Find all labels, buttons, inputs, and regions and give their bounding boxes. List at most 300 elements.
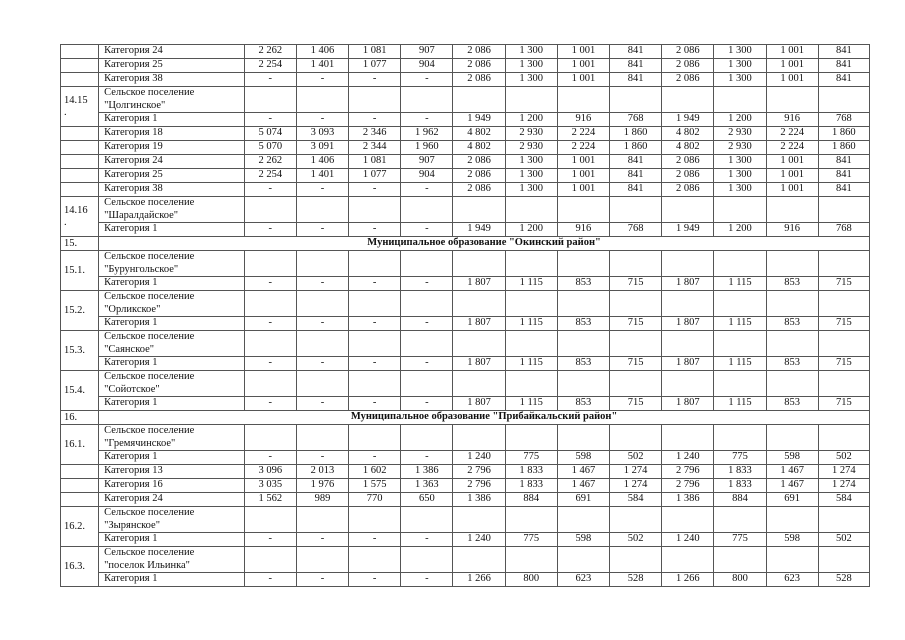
value-cell: - bbox=[244, 357, 296, 371]
empty-cell bbox=[818, 291, 869, 317]
value-cell: 1 807 bbox=[453, 397, 505, 411]
value-cell: 1 240 bbox=[453, 451, 505, 465]
settlement-name: Сельское поселение "Шаралдайское" bbox=[99, 197, 245, 223]
settlement-header-row bbox=[61, 507, 870, 533]
empty-cell bbox=[505, 547, 557, 573]
empty-cell bbox=[714, 197, 766, 223]
category-label: Категория 1 bbox=[99, 223, 245, 237]
category-row bbox=[61, 59, 870, 73]
value-cell: 841 bbox=[609, 183, 661, 197]
value-cell: 2 086 bbox=[453, 73, 505, 87]
empty-cell bbox=[453, 251, 505, 277]
category-label: Категория 16 bbox=[99, 479, 245, 493]
value-cell: 1 001 bbox=[766, 73, 818, 87]
empty-cell bbox=[453, 331, 505, 357]
value-cell: 623 bbox=[557, 573, 609, 587]
value-cell: 768 bbox=[609, 223, 661, 237]
empty-cell bbox=[296, 547, 348, 573]
empty-cell bbox=[609, 425, 661, 451]
row-number bbox=[61, 169, 99, 183]
value-cell: 853 bbox=[557, 317, 609, 331]
empty-cell bbox=[401, 291, 453, 317]
value-cell: - bbox=[401, 533, 453, 547]
value-cell: 907 bbox=[401, 155, 453, 169]
value-cell: - bbox=[401, 183, 453, 197]
value-cell: 1 115 bbox=[505, 277, 557, 291]
empty-cell bbox=[714, 251, 766, 277]
value-cell: 1 001 bbox=[766, 59, 818, 73]
value-cell: 1 807 bbox=[453, 277, 505, 291]
value-cell: - bbox=[296, 397, 348, 411]
value-cell: 1 860 bbox=[609, 141, 661, 155]
value-cell: 1 807 bbox=[662, 397, 714, 411]
empty-cell bbox=[296, 251, 348, 277]
section-number: 16. bbox=[61, 411, 99, 425]
value-cell: 2 086 bbox=[662, 169, 714, 183]
empty-cell bbox=[244, 425, 296, 451]
value-cell: 2 224 bbox=[766, 141, 818, 155]
empty-cell bbox=[244, 371, 296, 397]
value-cell: 715 bbox=[818, 317, 869, 331]
value-cell: 623 bbox=[766, 573, 818, 587]
value-cell: 841 bbox=[818, 183, 869, 197]
empty-cell bbox=[818, 547, 869, 573]
value-cell: - bbox=[401, 113, 453, 127]
value-cell: 904 bbox=[401, 169, 453, 183]
value-cell: 2 086 bbox=[662, 183, 714, 197]
empty-cell bbox=[505, 371, 557, 397]
category-row bbox=[61, 73, 870, 87]
empty-cell bbox=[505, 87, 557, 113]
value-cell: 775 bbox=[505, 533, 557, 547]
empty-cell bbox=[349, 507, 401, 533]
value-cell: 2 086 bbox=[662, 45, 714, 59]
category-label: Категория 1 bbox=[99, 573, 245, 587]
value-cell: 884 bbox=[505, 493, 557, 507]
value-cell: 1 401 bbox=[296, 59, 348, 73]
value-cell: 4 802 bbox=[453, 127, 505, 141]
category-row bbox=[61, 45, 870, 59]
value-cell: 853 bbox=[766, 317, 818, 331]
value-cell: 1 467 bbox=[557, 465, 609, 479]
value-cell: - bbox=[401, 317, 453, 331]
empty-cell bbox=[609, 251, 661, 277]
settlement-name: Сельское поселение "Цолгинское" bbox=[99, 87, 245, 113]
value-cell: 800 bbox=[714, 573, 766, 587]
value-cell: 775 bbox=[505, 451, 557, 465]
category-label: Категория 25 bbox=[99, 59, 245, 73]
value-cell: 1 467 bbox=[766, 479, 818, 493]
value-cell: 1 115 bbox=[714, 277, 766, 291]
value-cell: 1 200 bbox=[505, 113, 557, 127]
empty-cell bbox=[818, 251, 869, 277]
value-cell: 770 bbox=[349, 493, 401, 507]
row-number bbox=[61, 73, 99, 87]
category-row bbox=[61, 479, 870, 493]
value-cell: 1 274 bbox=[609, 479, 661, 493]
value-cell: 841 bbox=[609, 155, 661, 169]
empty-cell bbox=[349, 87, 401, 113]
value-cell: 853 bbox=[766, 357, 818, 371]
value-cell: 989 bbox=[296, 493, 348, 507]
value-cell: - bbox=[349, 183, 401, 197]
row-number: 16.1. bbox=[61, 425, 99, 465]
value-cell: 1 266 bbox=[662, 573, 714, 587]
value-cell: 598 bbox=[766, 533, 818, 547]
row-number bbox=[61, 183, 99, 197]
empty-cell bbox=[505, 425, 557, 451]
value-cell: 916 bbox=[766, 223, 818, 237]
settlement-header-row bbox=[61, 425, 870, 451]
value-cell: 1 807 bbox=[662, 317, 714, 331]
empty-cell bbox=[453, 507, 505, 533]
empty-cell bbox=[349, 425, 401, 451]
value-cell: 1 300 bbox=[505, 59, 557, 73]
value-cell: 2 930 bbox=[714, 127, 766, 141]
value-cell: 1 386 bbox=[662, 493, 714, 507]
empty-cell bbox=[714, 507, 766, 533]
value-cell: 2 086 bbox=[453, 45, 505, 59]
empty-cell bbox=[609, 371, 661, 397]
value-cell: 1 860 bbox=[818, 141, 869, 155]
empty-cell bbox=[401, 197, 453, 223]
section-header-row bbox=[61, 411, 870, 425]
empty-cell bbox=[296, 291, 348, 317]
category-label: Категория 1 bbox=[99, 357, 245, 371]
category-row bbox=[61, 465, 870, 479]
value-cell: 691 bbox=[766, 493, 818, 507]
value-cell: 907 bbox=[401, 45, 453, 59]
category-row bbox=[61, 141, 870, 155]
value-cell: - bbox=[296, 223, 348, 237]
category-row bbox=[61, 155, 870, 169]
value-cell: 2 086 bbox=[453, 155, 505, 169]
settlement-name: Сельское поселение "поселок Ильинка" bbox=[99, 547, 245, 573]
value-cell: 1 266 bbox=[453, 573, 505, 587]
value-cell: - bbox=[401, 223, 453, 237]
row-number: 16.3. bbox=[61, 547, 99, 587]
value-cell: 904 bbox=[401, 59, 453, 73]
category-label: Категория 1 bbox=[99, 113, 245, 127]
empty-cell bbox=[609, 331, 661, 357]
category-label: Категория 38 bbox=[99, 183, 245, 197]
value-cell: 841 bbox=[818, 45, 869, 59]
value-cell: 1 200 bbox=[714, 113, 766, 127]
value-cell: 800 bbox=[505, 573, 557, 587]
value-cell: 1 300 bbox=[505, 169, 557, 183]
empty-cell bbox=[296, 507, 348, 533]
row-number: 15.4. bbox=[61, 371, 99, 411]
empty-cell bbox=[401, 425, 453, 451]
empty-cell bbox=[609, 507, 661, 533]
settlement-name: Сельское поселение "Орликское" bbox=[99, 291, 245, 317]
value-cell: 715 bbox=[609, 397, 661, 411]
settlement-name: Сельское поселение "Саянское" bbox=[99, 331, 245, 357]
empty-cell bbox=[766, 507, 818, 533]
value-cell: 841 bbox=[609, 169, 661, 183]
empty-cell bbox=[818, 331, 869, 357]
value-cell: 1 960 bbox=[401, 141, 453, 155]
empty-cell bbox=[557, 197, 609, 223]
value-cell: - bbox=[349, 357, 401, 371]
value-cell: 1 807 bbox=[662, 357, 714, 371]
value-cell: 2 796 bbox=[662, 479, 714, 493]
category-label: Категория 38 bbox=[99, 73, 245, 87]
value-cell: 2 086 bbox=[453, 183, 505, 197]
tariff-table bbox=[60, 44, 870, 587]
empty-cell bbox=[714, 371, 766, 397]
category-row bbox=[61, 397, 870, 411]
value-cell: 853 bbox=[766, 277, 818, 291]
category-label: Категория 19 bbox=[99, 141, 245, 155]
empty-cell bbox=[401, 251, 453, 277]
empty-cell bbox=[505, 507, 557, 533]
empty-cell bbox=[244, 331, 296, 357]
empty-cell bbox=[401, 371, 453, 397]
category-label: Категория 24 bbox=[99, 155, 245, 169]
value-cell: - bbox=[296, 113, 348, 127]
empty-cell bbox=[557, 87, 609, 113]
empty-cell bbox=[453, 291, 505, 317]
value-cell: 1 001 bbox=[766, 169, 818, 183]
value-cell: 4 802 bbox=[662, 141, 714, 155]
value-cell: 768 bbox=[818, 223, 869, 237]
value-cell: 715 bbox=[609, 357, 661, 371]
empty-cell bbox=[766, 251, 818, 277]
empty-cell bbox=[349, 371, 401, 397]
value-cell: 1 949 bbox=[453, 223, 505, 237]
empty-cell bbox=[557, 547, 609, 573]
empty-cell bbox=[714, 547, 766, 573]
value-cell: 2 224 bbox=[557, 141, 609, 155]
row-number bbox=[61, 59, 99, 73]
value-cell: 1 401 bbox=[296, 169, 348, 183]
value-cell: 1 406 bbox=[296, 155, 348, 169]
value-cell: - bbox=[244, 73, 296, 87]
row-number bbox=[61, 45, 99, 59]
value-cell: 1 115 bbox=[505, 317, 557, 331]
value-cell: 1 115 bbox=[714, 357, 766, 371]
category-row bbox=[61, 183, 870, 197]
value-cell: 2 262 bbox=[244, 155, 296, 169]
value-cell: 853 bbox=[557, 397, 609, 411]
empty-cell bbox=[557, 507, 609, 533]
empty-cell bbox=[244, 87, 296, 113]
value-cell: 775 bbox=[714, 533, 766, 547]
value-cell: 1 300 bbox=[714, 45, 766, 59]
value-cell: 853 bbox=[557, 277, 609, 291]
value-cell: 584 bbox=[609, 493, 661, 507]
empty-cell bbox=[401, 87, 453, 113]
empty-cell bbox=[349, 251, 401, 277]
value-cell: 2 796 bbox=[453, 479, 505, 493]
empty-cell bbox=[662, 331, 714, 357]
value-cell: 916 bbox=[557, 223, 609, 237]
value-cell: 841 bbox=[609, 45, 661, 59]
value-cell: 2 254 bbox=[244, 59, 296, 73]
empty-cell bbox=[557, 331, 609, 357]
value-cell: 584 bbox=[818, 493, 869, 507]
value-cell: 1 274 bbox=[818, 479, 869, 493]
value-cell: 2 224 bbox=[557, 127, 609, 141]
empty-cell bbox=[557, 251, 609, 277]
empty-cell bbox=[818, 425, 869, 451]
value-cell: - bbox=[244, 277, 296, 291]
value-cell: - bbox=[349, 397, 401, 411]
value-cell: 4 802 bbox=[453, 141, 505, 155]
empty-cell bbox=[349, 197, 401, 223]
value-cell: 1 807 bbox=[662, 277, 714, 291]
empty-cell bbox=[401, 331, 453, 357]
row-number bbox=[61, 155, 99, 169]
row-number bbox=[61, 493, 99, 507]
empty-cell bbox=[714, 331, 766, 357]
empty-cell bbox=[662, 507, 714, 533]
value-cell: 2 262 bbox=[244, 45, 296, 59]
empty-cell bbox=[244, 547, 296, 573]
value-cell: 2 346 bbox=[349, 127, 401, 141]
value-cell: 1 833 bbox=[505, 479, 557, 493]
value-cell: 1 001 bbox=[557, 73, 609, 87]
row-number: 15.3. bbox=[61, 331, 99, 371]
value-cell: 1 077 bbox=[349, 59, 401, 73]
value-cell: - bbox=[349, 533, 401, 547]
empty-cell bbox=[714, 87, 766, 113]
value-cell: 1 833 bbox=[714, 465, 766, 479]
value-cell: - bbox=[244, 183, 296, 197]
value-cell: 502 bbox=[609, 533, 661, 547]
empty-cell bbox=[766, 547, 818, 573]
settlement-name: Сельское поселение "Сойотское" bbox=[99, 371, 245, 397]
value-cell: - bbox=[349, 277, 401, 291]
value-cell: 2 013 bbox=[296, 465, 348, 479]
row-number: 14.16 . bbox=[61, 197, 99, 237]
category-row bbox=[61, 357, 870, 371]
settlement-header-row bbox=[61, 331, 870, 357]
category-label: Категория 1 bbox=[99, 533, 245, 547]
empty-cell bbox=[714, 425, 766, 451]
value-cell: 768 bbox=[609, 113, 661, 127]
row-number bbox=[61, 127, 99, 141]
value-cell: 1 602 bbox=[349, 465, 401, 479]
value-cell: 3 093 bbox=[296, 127, 348, 141]
category-row bbox=[61, 127, 870, 141]
empty-cell bbox=[453, 197, 505, 223]
value-cell: 1 115 bbox=[714, 317, 766, 331]
category-label: Категория 18 bbox=[99, 127, 245, 141]
value-cell: 1 300 bbox=[505, 155, 557, 169]
row-number: 14.15 . bbox=[61, 87, 99, 127]
empty-cell bbox=[557, 425, 609, 451]
value-cell: 1 363 bbox=[401, 479, 453, 493]
empty-cell bbox=[766, 331, 818, 357]
empty-cell bbox=[505, 197, 557, 223]
empty-cell bbox=[453, 547, 505, 573]
value-cell: - bbox=[296, 573, 348, 587]
settlement-header-row bbox=[61, 371, 870, 397]
category-row bbox=[61, 533, 870, 547]
value-cell: 1 274 bbox=[818, 465, 869, 479]
empty-cell bbox=[401, 547, 453, 573]
value-cell: 1 115 bbox=[505, 397, 557, 411]
empty-cell bbox=[349, 547, 401, 573]
value-cell: - bbox=[296, 183, 348, 197]
settlement-name: Сельское поселение "Гремячинское" bbox=[99, 425, 245, 451]
category-label: Категория 24 bbox=[99, 493, 245, 507]
value-cell: 2 930 bbox=[505, 141, 557, 155]
value-cell: 5 070 bbox=[244, 141, 296, 155]
value-cell: 4 802 bbox=[662, 127, 714, 141]
value-cell: 1 300 bbox=[505, 183, 557, 197]
value-cell: 841 bbox=[818, 169, 869, 183]
value-cell: 1 300 bbox=[505, 45, 557, 59]
category-label: Категория 25 bbox=[99, 169, 245, 183]
value-cell: 1 860 bbox=[818, 127, 869, 141]
value-cell: 1 081 bbox=[349, 45, 401, 59]
value-cell: - bbox=[244, 317, 296, 331]
value-cell: 598 bbox=[557, 533, 609, 547]
settlement-header-row bbox=[61, 197, 870, 223]
value-cell: 1 386 bbox=[401, 465, 453, 479]
value-cell: 1 001 bbox=[766, 45, 818, 59]
empty-cell bbox=[609, 291, 661, 317]
empty-cell bbox=[662, 291, 714, 317]
row-number: 15.2. bbox=[61, 291, 99, 331]
category-label: Категория 1 bbox=[99, 397, 245, 411]
value-cell: 1 274 bbox=[609, 465, 661, 479]
empty-cell bbox=[557, 291, 609, 317]
value-cell: 2 930 bbox=[505, 127, 557, 141]
value-cell: 5 074 bbox=[244, 127, 296, 141]
section-number: 15. bbox=[61, 237, 99, 251]
empty-cell bbox=[505, 331, 557, 357]
value-cell: - bbox=[401, 277, 453, 291]
value-cell: 1 300 bbox=[714, 155, 766, 169]
value-cell: 1 300 bbox=[714, 73, 766, 87]
value-cell: 502 bbox=[609, 451, 661, 465]
value-cell: 1 807 bbox=[453, 317, 505, 331]
settlement-name: Сельское поселение "Бурунгольское" bbox=[99, 251, 245, 277]
empty-cell bbox=[349, 331, 401, 357]
value-cell: - bbox=[296, 317, 348, 331]
section-header-row bbox=[61, 237, 870, 251]
empty-cell bbox=[662, 87, 714, 113]
value-cell: - bbox=[296, 357, 348, 371]
category-row bbox=[61, 493, 870, 507]
empty-cell bbox=[401, 507, 453, 533]
empty-cell bbox=[244, 197, 296, 223]
empty-cell bbox=[505, 251, 557, 277]
empty-cell bbox=[818, 87, 869, 113]
value-cell: 1 962 bbox=[401, 127, 453, 141]
empty-cell bbox=[662, 251, 714, 277]
value-cell: 1 575 bbox=[349, 479, 401, 493]
value-cell: - bbox=[244, 573, 296, 587]
empty-cell bbox=[662, 547, 714, 573]
value-cell: 715 bbox=[818, 357, 869, 371]
value-cell: 1 949 bbox=[662, 113, 714, 127]
value-cell: 2 796 bbox=[662, 465, 714, 479]
value-cell: 598 bbox=[766, 451, 818, 465]
empty-cell bbox=[296, 331, 348, 357]
value-cell: 841 bbox=[609, 59, 661, 73]
empty-cell bbox=[453, 425, 505, 451]
empty-cell bbox=[296, 87, 348, 113]
value-cell: - bbox=[401, 73, 453, 87]
value-cell: - bbox=[296, 73, 348, 87]
value-cell: 1 860 bbox=[609, 127, 661, 141]
value-cell: 3 096 bbox=[244, 465, 296, 479]
